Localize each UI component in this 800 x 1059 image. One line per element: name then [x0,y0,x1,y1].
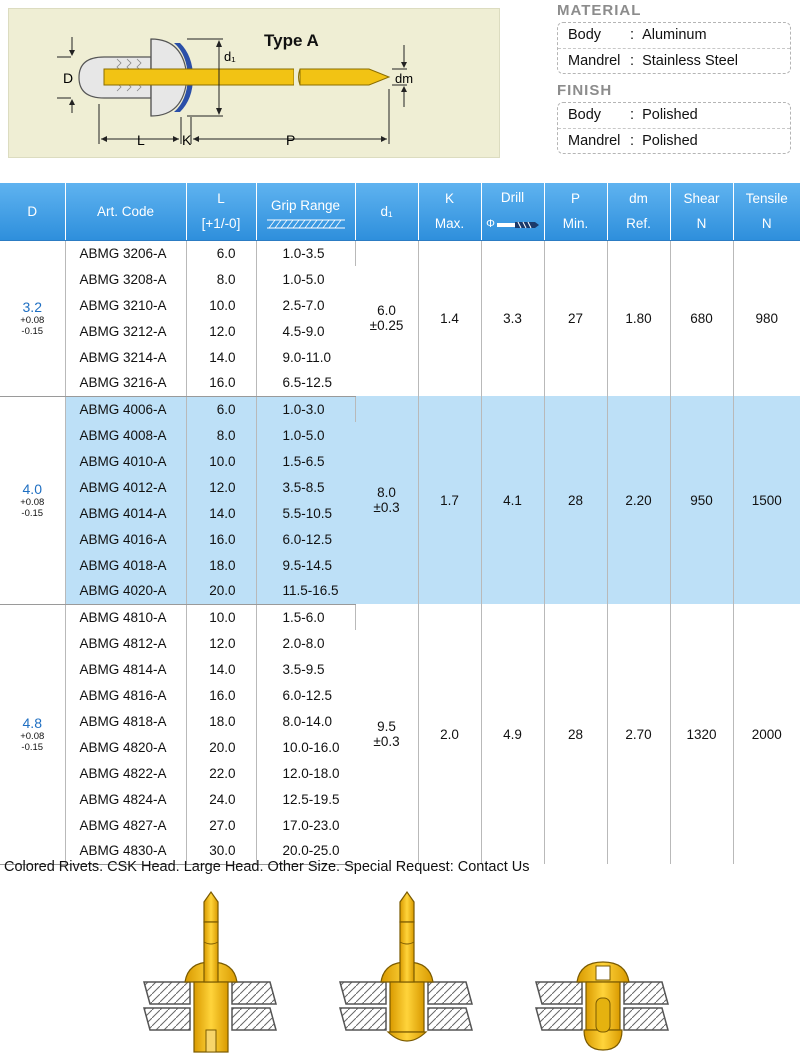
length-cell: 8.0 [186,422,256,448]
length-cell: 12.0 [186,630,256,656]
k-max-cell: 1.4 [418,240,481,396]
diameter-tol-minus: -0.15 [21,325,44,337]
d1-cell: 8.0 ±0.3 [355,396,418,604]
finish-body-row: Body : Polished [568,107,698,123]
grip-range-cell: 1.0-3.0 [256,396,355,422]
finish-heading: FINISH [557,82,613,99]
length-cell: 24.0 [186,786,256,812]
header-tensile: Tensile N [733,183,800,240]
art-code-cell: ABMG 3214-A [65,344,186,370]
length-cell: 16.0 [186,682,256,708]
art-code-cell: ABMG 3216-A [65,370,186,396]
grip-range-cell: 1.0-5.0 [282,271,325,287]
header-art-code: Art. Code [65,183,186,240]
label-K: K [182,132,192,148]
table-row [0,604,800,630]
length-cell: 14.0 [186,500,256,526]
grip-range-cell: 3.5-8.5 [256,474,355,500]
art-code-cell: ABMG 4822-A [65,760,186,786]
art-code-cell: ABMG 4827-A [65,812,186,838]
grip-range-cell: 10.0-16.0 [282,739,340,755]
special-request-note: Colored Rivets. CSK Head. Large Head. Other Size. Special Request: Contact Us [4,859,530,875]
art-code-cell: ABMG 4010-A [65,448,186,474]
material-box [557,22,791,74]
material-body-row: Body : Aluminum [568,27,707,43]
p-min-cell: 28 [544,396,607,604]
grip-range-cell: 12.5-19.5 [282,791,340,807]
grip-range-cell: 6.5-12.5 [256,370,355,396]
art-code-cell: ABMG 4830-A [65,838,186,864]
label-dm: dm [395,71,414,86]
group-4-0 [0,396,800,604]
table-row [0,240,800,266]
material-mandrel-row: Mandrel : Stainless Steel [568,53,739,69]
shear-cell: 1320 [670,604,733,864]
length-cell: 20.0 [186,578,256,604]
drill-cell: 4.1 [481,396,544,604]
diameter-tol-plus: +0.08 [20,496,45,508]
length-cell: 20.0 [186,734,256,760]
tensile-cell: 1500 [733,396,800,604]
diameter-cell [0,604,65,864]
art-code-cell: ABMG 4812-A [65,630,186,656]
diagram-title: Type A [264,31,319,50]
tensile-cell: 980 [755,310,779,326]
header-D: D [0,183,65,240]
grip-range-cell: 2.5-7.0 [282,297,325,313]
p-min-cell: 28 [544,604,607,864]
diameter-cell [0,396,65,604]
art-code-cell: ABMG 4018-A [65,552,186,578]
art-code-cell: ABMG 4008-A [65,422,186,448]
diameter-value: 4.8 [22,714,42,731]
diameter-tol-minus: -0.15 [21,507,44,519]
dm-ref-cell: 2.20 [607,396,670,604]
art-code-cell: ABMG 3206-A [65,240,186,266]
header-dm: dm Ref. [607,183,670,240]
length-cell: 14.0 [186,656,256,682]
header-shear: Shear N [670,183,733,240]
art-code-cell: ABMG 3212-A [65,318,186,344]
diameter-tol-plus: +0.08 [20,314,45,326]
grip-range-cell: 1.5-6.5 [256,448,355,474]
grip-range-cell: 1.0-5.0 [256,422,355,448]
grip-range-cell: 20.0-25.0 [256,838,355,864]
art-code-cell: ABMG 4824-A [65,786,186,812]
dm-ref-cell: 2.70 [607,604,670,864]
art-code-cell: ABMG 4814-A [65,656,186,682]
finish-mandrel-row: Mandrel : Polished [568,133,698,149]
tensile-cell: 2000 [751,726,782,742]
length-cell: 16.0 [186,526,256,552]
p-min-cell: 27 [544,240,607,396]
group-4-8 [0,604,800,864]
d1-cell: 9.5 ±0.3 [355,604,418,864]
length-cell: 10.0 [186,448,256,474]
shear-cell: 680 [670,240,733,396]
grip-range-cell: 6.0-12.5 [282,687,333,703]
rivet-installation-steps [120,890,680,1055]
length-cell: 10.0 [186,604,256,630]
grip-range-cell: 17.0-23.0 [282,817,340,833]
diameter-value: 4.0 [22,480,42,497]
diameter-cell [0,240,65,396]
label-d1: d₁ [224,49,236,64]
length-cell: 18.0 [186,708,256,734]
header-d1: d₁ [355,183,418,240]
length-cell: 8.0 [186,266,256,292]
grip-range-cell: 1.5-6.0 [256,604,355,630]
grip-range-cell: 9.0-11.0 [282,349,332,365]
grip-range-cell: 3.5-9.5 [282,661,325,677]
header-grip-range: Grip Range [256,183,355,240]
material-divider [558,48,790,49]
length-cell: 27.0 [186,812,256,838]
length-cell: 6.0 [186,240,256,266]
finish-divider [558,128,790,129]
art-code-cell: ABMG 4006-A [65,396,186,422]
grip-range-cell: 1.0-3.5 [256,240,355,266]
length-cell: 18.0 [186,552,256,578]
k-max-cell: 2.0 [418,604,481,864]
label-D: D [63,70,74,86]
grip-range-cell: 9.5-14.5 [256,552,355,578]
art-code-cell: ABMG 4016-A [65,526,186,552]
art-code-cell: ABMG 3208-A [65,266,186,292]
label-P: P [286,132,296,148]
length-cell: 6.0 [186,396,256,422]
art-code-cell: ABMG 4014-A [65,500,186,526]
material-heading: MATERIAL [557,2,642,19]
art-code-cell: ABMG 4012-A [65,474,186,500]
length-cell: 12.0 [186,318,256,344]
header-drill: Drill Φ [481,183,544,240]
d1-cell: 6.0 ±0.25 [355,240,418,396]
step-1-insert [144,892,276,1052]
length-cell: 30.0 [186,838,256,864]
length-cell: 12.0 [186,474,256,500]
drill-icon-wrap: Φ [486,212,539,237]
art-code-cell: ABMG 4818-A [65,708,186,734]
step-3-finished [536,962,668,1050]
drill-bit-icon [497,221,539,229]
k-max-cell: 1.7 [418,396,481,604]
group-3-2 [0,240,800,396]
label-L: L [137,132,145,148]
shear-cell: 950 [670,396,733,604]
art-code-cell: ABMG 4820-A [65,734,186,760]
dm-ref-cell: 1.80 [607,240,670,396]
grip-range-cell: 11.5-16.5 [256,578,355,604]
step-2-set [340,892,472,1041]
diameter-value: 3.2 [22,298,42,315]
diameter-tol-plus: +0.08 [20,730,45,742]
length-cell: 22.0 [186,760,256,786]
grip-range-cell: 6.0-12.5 [256,526,355,552]
grip-range-cell: 4.5-9.0 [282,323,325,339]
rivet-drawing [9,9,501,159]
art-code-cell: ABMG 4020-A [65,578,186,604]
grip-range-cell: 5.5-10.5 [256,500,355,526]
drill-cell: 4.9 [481,604,544,864]
drill-cell: 3.3 [481,240,544,396]
grip-range-cell: 8.0-14.0 [282,713,333,729]
header-L: L [+1/-0] [186,183,256,240]
art-code-cell: ABMG 4816-A [65,682,186,708]
rivet-diagram [8,8,500,158]
length-cell: 16.0 [186,370,256,396]
grip-range-cell: 12.0-18.0 [282,765,340,781]
finish-box [557,102,791,154]
grip-hatch-icon [267,219,345,229]
header-P: P Min. [544,183,607,240]
table-row [0,396,800,422]
rivet-spec-table [0,183,800,865]
length-cell: 14.0 [186,344,256,370]
length-cell: 10.0 [186,292,256,318]
diameter-tol-minus: -0.15 [21,741,44,753]
art-code-cell: ABMG 3210-A [65,292,186,318]
grip-range-cell: 2.0-8.0 [282,635,325,651]
header-K: K Max. [418,183,481,240]
art-code-cell: ABMG 4810-A [65,604,186,630]
table-header-row [0,183,800,240]
